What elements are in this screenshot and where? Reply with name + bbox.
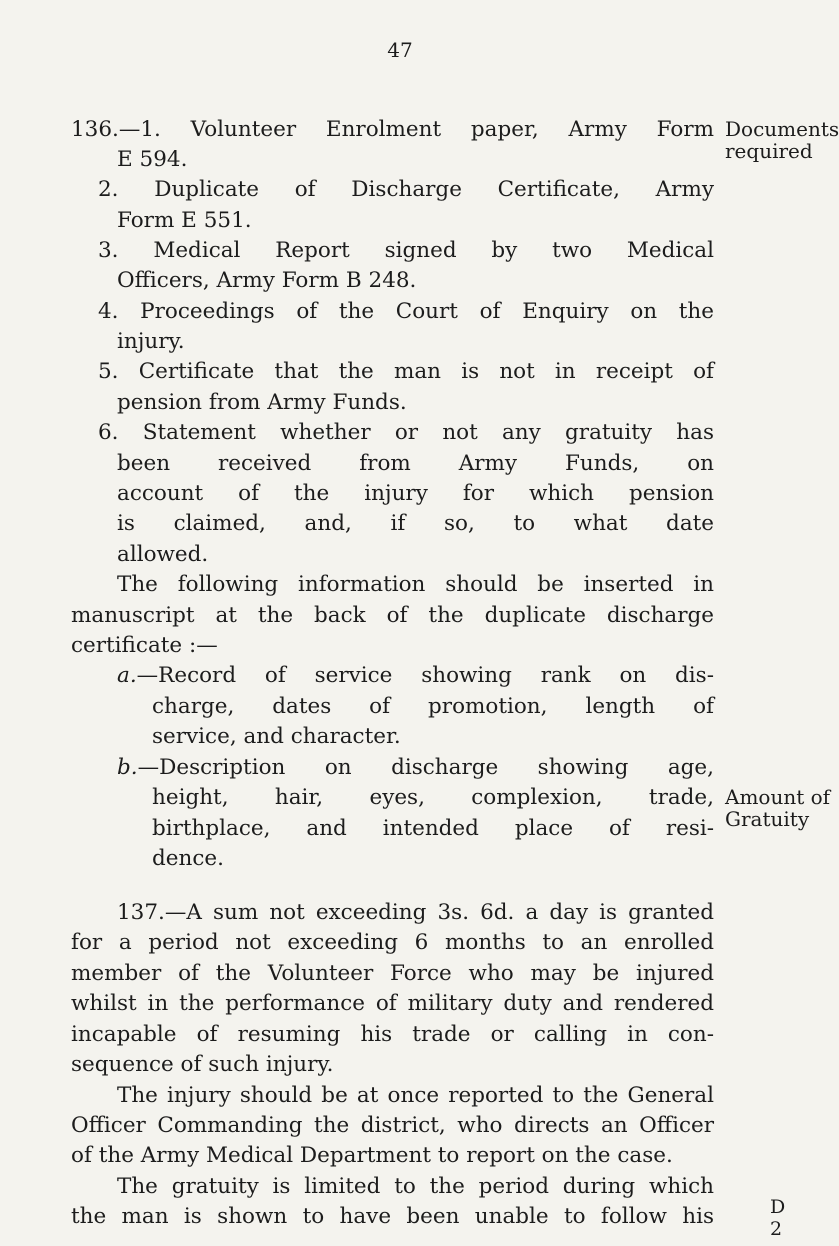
s137-p1-line-6: sequence of such injury.	[71, 1052, 334, 1077]
s137-p2-line-2: Officer Commanding the district, who directs an Officer	[71, 1113, 714, 1138]
s137-p1-line-2: for a period not exceeding 6 months to an enrolled	[71, 930, 714, 955]
s137-p2-line-1: The injury should be at once reported to the General	[117, 1083, 714, 1108]
item-5-line-1: 5. Certificate that the man is not in receipt of	[98, 359, 714, 384]
following-line-1: The following information should be inserted in	[117, 572, 714, 597]
item-6-line-5: allowed.	[117, 542, 209, 567]
item-1-line-1: 136.—1. Volunteer Enrolment paper, Army Form	[71, 117, 714, 142]
item-6-line-1: 6. Statement whether or not any gratuity has	[98, 420, 714, 445]
sub-a-line-2: charge, dates of promotion, length of	[152, 694, 714, 719]
sub-b-line-2: height, hair, eyes, complexion, trade,	[152, 785, 714, 810]
margin-note-gratuity: Amount of Gratuity	[725, 785, 831, 831]
item-4-line-1: 4. Proceedings of the Court of Enquiry on the	[98, 299, 714, 324]
item-2-line-1: 2. Duplicate of Discharge Certificate, Army	[98, 177, 714, 202]
s137-p1-line-1: 137.—A sum not exceeding 3s. 6d. a day is granted	[117, 900, 714, 925]
item-3-line-2: Officers, Army Form B 248.	[117, 268, 417, 293]
item-5-line-2: pension from Army Funds.	[117, 390, 407, 415]
following-line-2: manuscript at the back of the duplicate discharge	[71, 603, 714, 628]
s137-p3-line-1: The gratuity is limited to the period during which	[117, 1174, 714, 1199]
item-6-line-2: been received from Army Funds, on	[117, 451, 714, 476]
footer-signature-mark: D 2	[770, 1196, 786, 1240]
sub-b-label: b.	[117, 755, 138, 780]
sub-b-text: —Description on discharge showing age,	[137, 755, 714, 780]
s137-p1-line-5: incapable of resuming his trade or calling in con-	[71, 1022, 714, 1047]
page-number: 47	[387, 38, 413, 62]
sub-b-line-4: dence.	[152, 846, 224, 871]
item-3-line-1: 3. Medical Report signed by two Medical	[98, 238, 714, 263]
item-4-line-2: injury.	[117, 329, 185, 354]
s137-p1-line-4: whilst in the performance of military duty and rendered	[71, 991, 714, 1016]
sub-a-text: —Record of service showing rank on dis-	[136, 663, 714, 688]
item-6-line-4: is claimed, and, if so, to what date	[117, 511, 714, 536]
sub-a-line-1	[117, 661, 714, 691]
following-line-3: certificate :—	[71, 633, 218, 658]
sub-b-line-3: birthplace, and intended place of resi-	[152, 816, 714, 841]
s137-p1-line-3: member of the Volunteer Force who may be injured	[71, 961, 714, 986]
item-2-line-2: Form E 551.	[117, 208, 252, 233]
sub-a-line-3: service, and character.	[152, 724, 401, 749]
s137-p3-line-2: the man is shown to have been unable to follow his	[71, 1204, 714, 1229]
sub-b-line-1	[117, 753, 714, 783]
margin-note-documents: Documents required	[725, 117, 839, 163]
item-6-line-3: account of the injury for which pension	[117, 481, 714, 506]
sub-a-label: a.	[117, 663, 137, 688]
s137-p2-line-3: of the Army Medical Department to report on the case.	[71, 1143, 673, 1168]
item-1-line-2: E 594.	[117, 147, 188, 172]
